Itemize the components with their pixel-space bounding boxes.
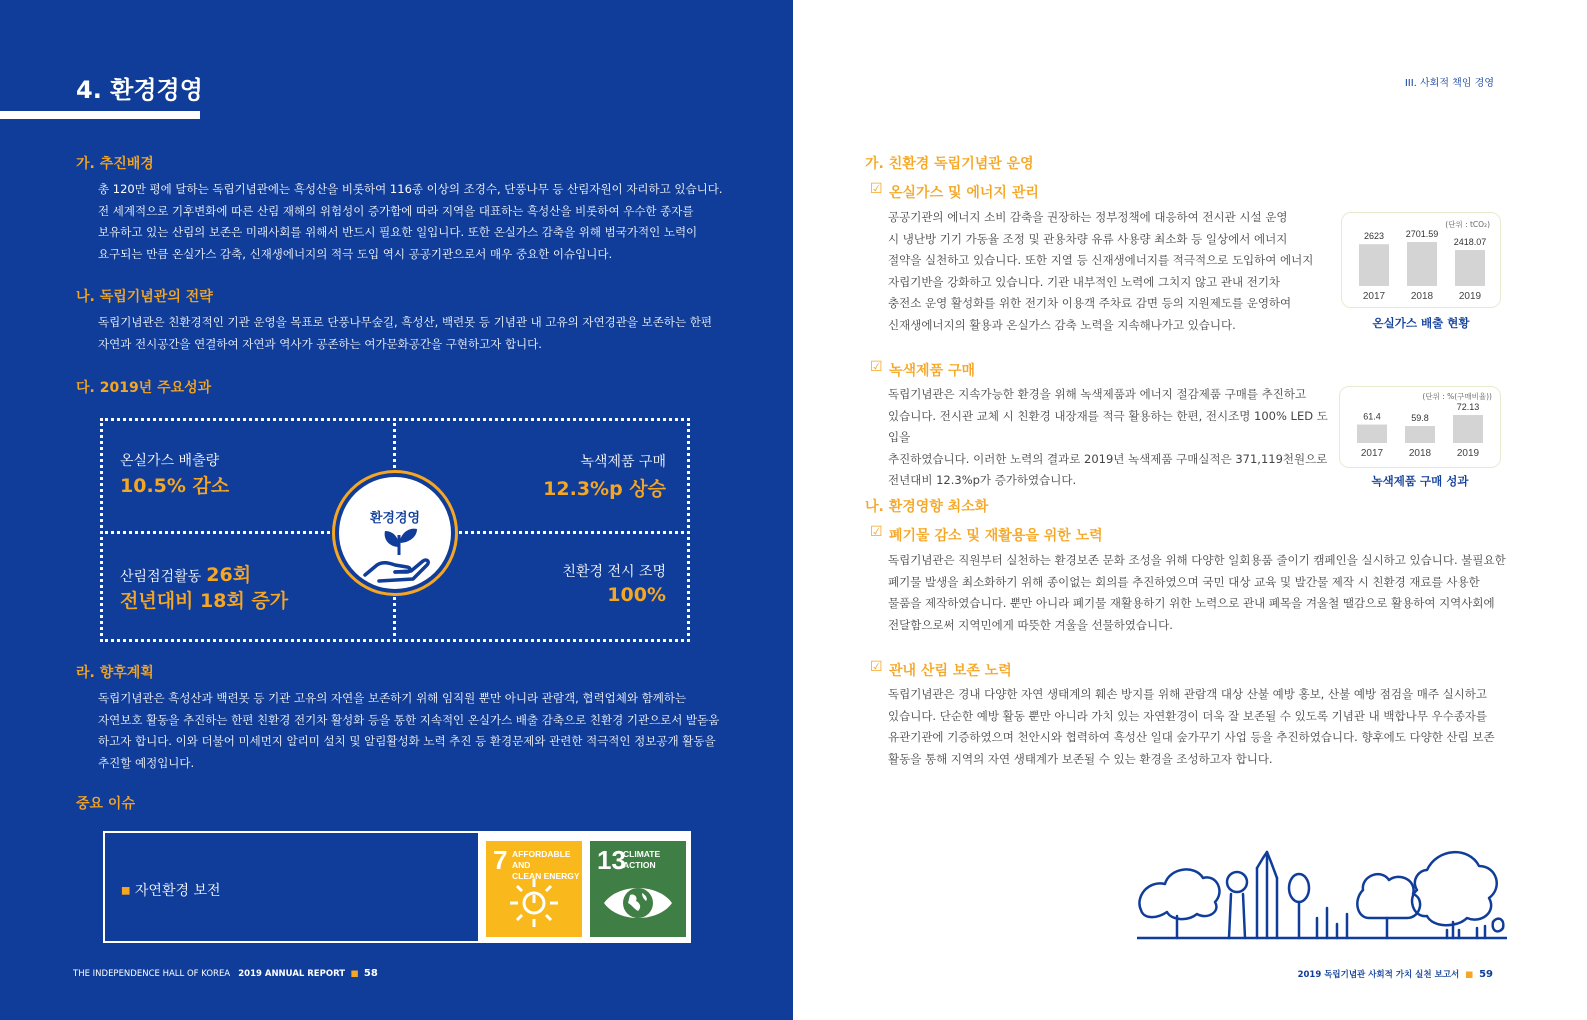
sdg-panel (478, 833, 691, 941)
data-label: 72.13 (1456, 402, 1480, 412)
bar-2018 (1407, 242, 1437, 286)
env-management-badge (332, 470, 458, 596)
sdg7-title: AFFORDABLE AND CLEAN ENERGY (512, 849, 580, 881)
sdg13-tile (590, 841, 686, 937)
footer-report: 2019 ANNUAL REPORT (238, 969, 346, 979)
text-line: 자연과 전시공간을 연결하여 자연과 역사가 공존하는 여가문화공간을 구현하고자 합니다. (98, 336, 542, 351)
bar-2019 (1455, 250, 1485, 286)
data-label: 61.4 (1363, 411, 1381, 422)
text-line: 활동을 통해 지역의 자연 생태계가 보존될 수 있는 환경을 조성하고자 합니다. (888, 751, 1273, 766)
issue-item-label: 자연환경 보전 (134, 883, 221, 899)
text-line: 독립기념관은 지속가능한 환경을 위해 녹색제품과 에너지 절감제품 구매를 추진하고 (888, 387, 1307, 401)
eco-operation-heading: 가. 친환경 독립기념관 운영 (865, 156, 1034, 172)
tick-label: 2018 (1408, 448, 1432, 459)
plan-paragraph (98, 688, 738, 774)
breadcrumb: III. 사회적 책임 경영 (1404, 78, 1494, 89)
checkbox-icon: ☑ (870, 359, 883, 375)
text-line: 충전소 운영 활성화를 위한 전기차 이용객 주차료 감면 등의 지원제도를 운영하여 (888, 296, 1292, 310)
sdg7-number: 7 (493, 845, 508, 875)
text-line: 추진하였습니다. 이러한 노력의 결과로 2019년 녹색제품 구매실적은 371,119천원으로 (888, 451, 1328, 466)
text-line: 유관기관에 기증하였으며 천안시와 협력하여 흑성산 일대 숲가꾸기 사업 등을 추진하였습니다. 향후에도 다양한 산림 보존 (888, 730, 1495, 744)
footer-org: THE INDEPENDENCE HALL OF KOREA (73, 969, 231, 979)
text-line: 있습니다. 단순한 예방 활동 뿐만 아니라 가치 있는 자연환경이 더욱 잘 보존될 수 있도록 기념관 내 백합나무 우수종자를 (888, 708, 1488, 723)
ghg-chart (1341, 212, 1501, 308)
green-chart-title: 녹색제품 구매 성과 (1371, 474, 1469, 488)
text-line: 요구되는 만큼 온실가스 감축, 신재생에너지의 적극 도입 역시 공공기관으로서 매우 중요한 이슈입니다. (98, 246, 613, 261)
background-heading: 가. 추진배경 (76, 156, 154, 172)
checkbox-icon: ☑ (870, 181, 883, 197)
bar-2019 (1453, 415, 1483, 443)
tick-label: 2017 (1360, 448, 1384, 459)
forest-check-label: 산림점검활동 (120, 569, 202, 585)
forest-paragraph (888, 684, 1528, 770)
text-line: 공공기관의 에너지 소비 감축을 권장하는 정부정책에 대응하여 전시관 시설 운영 (888, 210, 1288, 224)
strategy-paragraph (98, 312, 738, 355)
tick-label: 2017 (1362, 291, 1386, 302)
right-page (793, 0, 1587, 1020)
text-line: 독립기념관은 직원부터 실천하는 환경보존 문화 조성을 위해 다양한 일회용품 줄이기 캠페인을 실시하고 있습니다. 불필요한 (888, 553, 1506, 567)
plan-heading: 라. 향후계획 (76, 665, 154, 681)
strategy-heading: 나. 독립기념관의 전략 (76, 289, 213, 305)
green-paragraph (888, 384, 1328, 492)
green-chart-svg (1340, 387, 1502, 469)
text-line: 시 냉난방 기기 가동율 조정 및 관용차량 유류 사용량 최소화 등 일상에서 에너지 (888, 231, 1288, 246)
chart-unit: (단위 : tCO₂) (1445, 220, 1490, 229)
text-line: 폐기물 발생을 최소화하기 위해 종이없는 회의를 추진하였으며 국민 대상 교육 및 발간물 제작 시 친환경 재료를 사용한 (888, 574, 1480, 589)
achievements-heading: 다. 2019년 주요성과 (76, 380, 212, 396)
page-number: 58 (363, 968, 378, 979)
text-line: 절약을 실천하고 있습니다. 또한 지열 등 신재생에너지를 적극적으로 도입하여 에너지 (888, 253, 1314, 267)
bar-2018 (1405, 426, 1435, 443)
text-line: 전 세계적으로 기후변화에 따른 산림 재해의 위험성이 증가함에 따라 지역을 대표하는 흑성산을 비롯하여 우수한 종자를 (98, 203, 694, 218)
tick-label: 2019 (1458, 291, 1482, 302)
text-line: 보유하고 있는 산림의 보존은 미래사회를 위해서 반드시 필요한 일입니다. 또한 온실가스 감축을 위해 범국가적인 노력이 (98, 225, 698, 239)
text-line: 총 120만 평에 달하는 독립기념관에는 흑성산을 비롯하여 116종 이상의 조경수, 단풍나무 등 산림자원이 자리하고 있습니다. (98, 182, 723, 196)
checkbox-icon: ☑ (870, 524, 883, 540)
ghg-value: 10.5% 감소 (120, 475, 230, 497)
ghg-chart-svg (1342, 213, 1502, 309)
badge-label: 환경경영 (369, 511, 421, 526)
footer-right (1298, 968, 1493, 980)
text-line: 하고자 합니다. 이와 더불어 미세먼지 알리미 설치 및 알림활성화 노력 추진 등 환경문제와 관련한 적극적인 정보공개 활동을 (98, 734, 716, 748)
text-line: 전년대비 12.3%p가 증가하였습니다. (888, 473, 1077, 487)
footer-left (73, 968, 378, 979)
text-line: 독립기념관은 경내 다양한 자연 생태계의 훼손 방지를 위해 관람객 대상 산불 예방 홍보, 산불 예방 점검을 매주 실시하고 (888, 687, 1488, 701)
green-purchase-label: 녹색제품 구매 (580, 454, 666, 470)
waste-paragraph (888, 550, 1528, 636)
sdg7-tile (486, 841, 582, 937)
data-label: 2701.59 (1405, 229, 1439, 239)
lighting-label: 친환경 전시 조명 (562, 564, 666, 580)
plant-in-hand-icon (361, 525, 431, 583)
background-paragraph (98, 179, 738, 265)
tick-label: 2019 (1456, 448, 1480, 459)
text-line: 전달함으로써 지역민에게 따뜻한 겨울을 선물하였습니다. (888, 617, 1173, 632)
chart-unit: (단위 : %(구매비율)) (1422, 392, 1492, 401)
text-line: 자연보호 활동을 추진하는 한편 친환경 전기차 활성화 등을 통한 지속적인 온실가스 배출 감축으로 친환경 기관으로서 발돋움 (98, 712, 720, 727)
text-line: 신재생에너지의 활용과 온실가스 감축 노력을 지속해나가고 있습니다. (888, 317, 1236, 332)
forest-heading: 관내 산림 보존 노력 (889, 663, 1012, 679)
page-number: 59 (1479, 969, 1493, 980)
footer-title: 2019 독립기념관 사회적 가치 실천 보고서 (1297, 970, 1460, 980)
ghg-chart-title: 온실가스 배출 현황 (1372, 316, 1470, 330)
forest-check-value: 전년대비 18회 증가 (120, 590, 289, 612)
issue-box (103, 831, 691, 943)
data-label: 2623 (1363, 231, 1385, 242)
energy-heading: 온실가스 및 에너지 관리 (889, 185, 1039, 201)
text-line: 독립기념관은 친환경적인 기관 운영을 목표로 단풍나무숲길, 흑성산, 백련못 등 기념관 내 고유의 자연경관을 보존하는 한편 (98, 315, 712, 329)
tick-label: 2018 (1410, 291, 1434, 302)
text-line: 있습니다. 전시관 교체 시 친환경 내장재를 적극 활용하는 한편, 전시조명 100% LED 도입을 (888, 408, 1328, 444)
ghg-label: 온실가스 배출량 (120, 453, 220, 469)
text-line: 자립기반을 강화하고 있습니다. 기관 내부적인 노력에 그치지 않고 관내 전기차 (888, 274, 1281, 289)
data-label: 59.8 (1411, 413, 1429, 423)
section-title: 4. 환경경영 (76, 76, 203, 104)
text-line: 추진할 예정입니다. (98, 755, 195, 770)
green-chart (1339, 386, 1501, 468)
checkbox-icon: ☑ (870, 659, 883, 675)
waste-heading: 폐기물 감소 및 재활용을 위한 노력 (889, 528, 1103, 544)
left-page (0, 0, 793, 1020)
text-line: 물품을 제작하였습니다. 뿐만 아니라 폐기물 재활용하기 위한 노력으로 관내 폐목을 겨울철 땔감으로 활용하여 지역사회에 (888, 596, 1495, 610)
forest-illustration (1137, 838, 1507, 950)
bar-2017 (1359, 244, 1389, 286)
data-label: 2418.07 (1453, 237, 1487, 247)
issue-heading: 중요 이슈 (76, 796, 135, 812)
text-line: 독립기념관은 흑성산과 백련못 등 기관 고유의 자연을 보존하기 위해 임직원 뿐만 아니라 관람객, 협력업체와 함께하는 (98, 691, 687, 705)
impact-heading: 나. 환경영향 최소화 (865, 499, 989, 515)
sun-power-icon (508, 877, 560, 929)
energy-paragraph (888, 207, 1328, 336)
footer-bullet-icon: ■ (1465, 970, 1474, 980)
issue-item (121, 880, 221, 900)
forest-check-count: 26회 (206, 564, 252, 586)
bullet-icon: ■ (121, 885, 131, 897)
green-heading: 녹색제품 구매 (889, 363, 976, 379)
forest-check-row (120, 560, 251, 587)
green-purchase-value: 12.3%p 상승 (543, 478, 666, 500)
bar-2017 (1357, 425, 1387, 443)
eye-globe-icon (602, 881, 674, 925)
title-underline (0, 111, 200, 119)
lighting-value: 100% (607, 584, 666, 606)
sdg13-title: CLIMATE ACTION (623, 849, 661, 870)
sdg13-number: 13 (597, 845, 626, 875)
footer-bullet-icon: ■ (350, 969, 359, 979)
